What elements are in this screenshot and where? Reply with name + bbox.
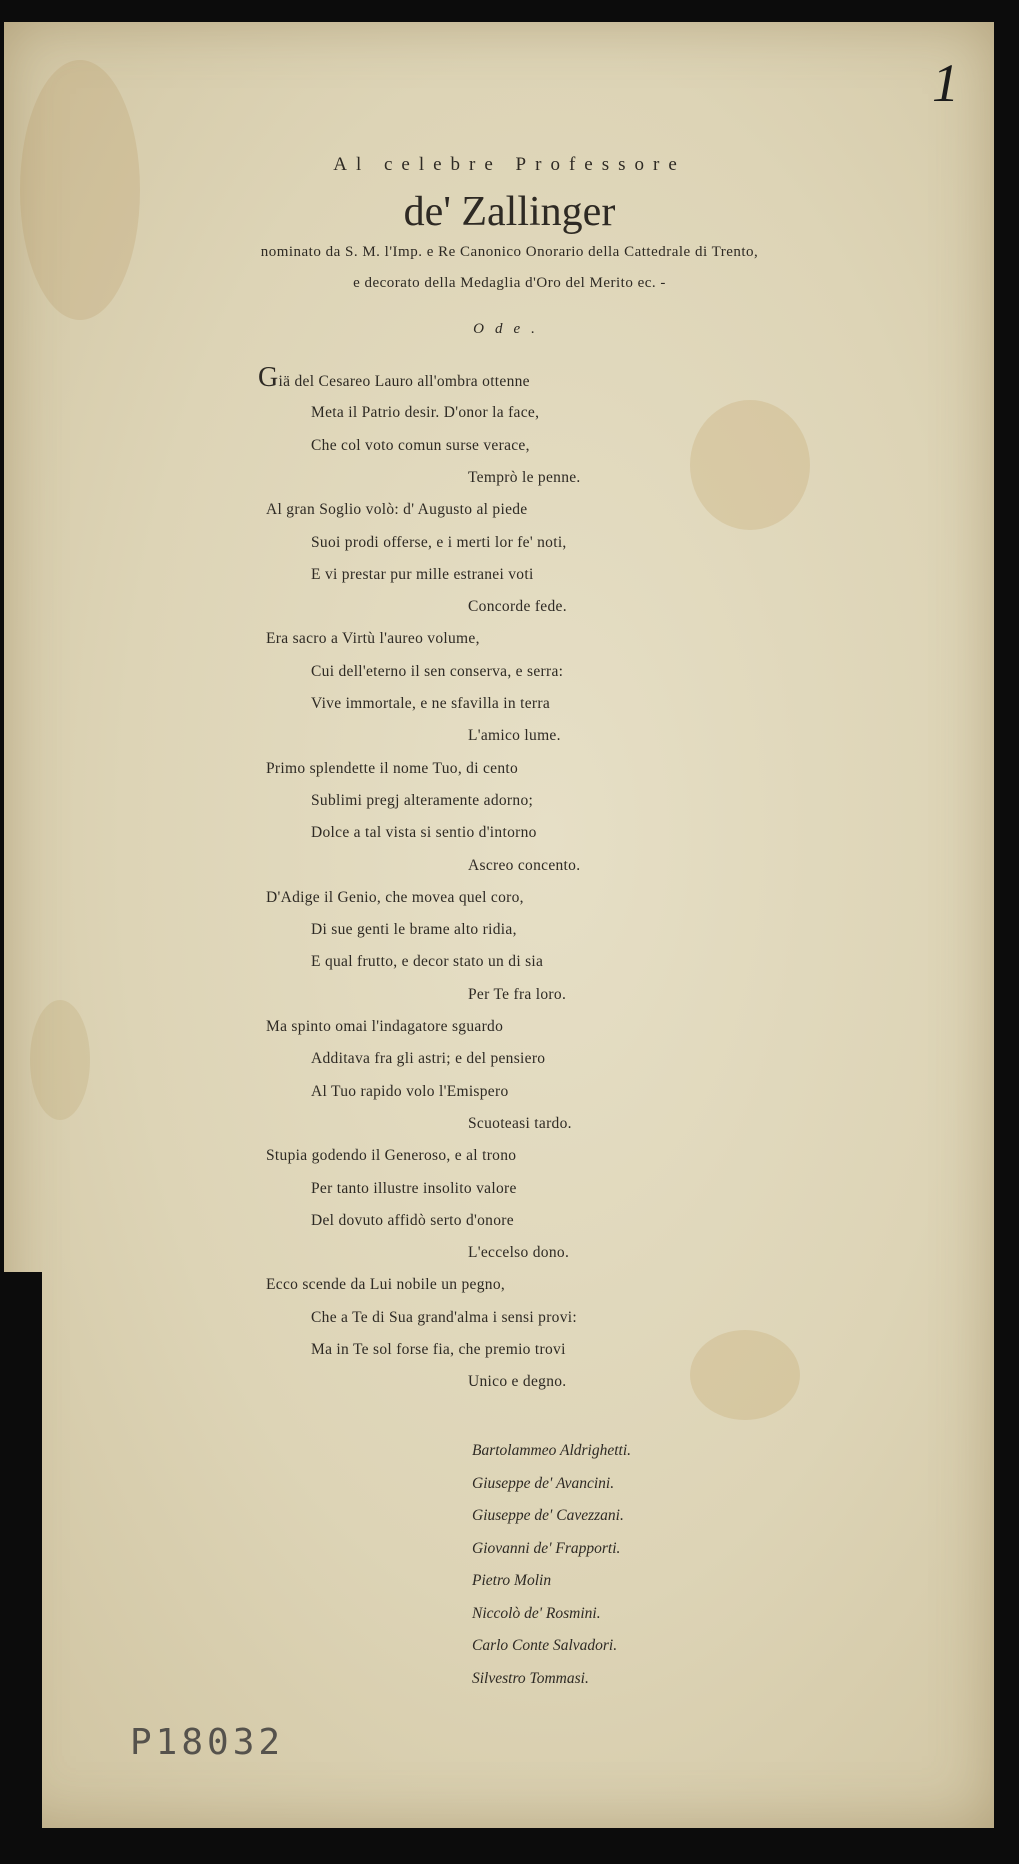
signatory-name: Silvestro Tommasi. [472,1670,589,1687]
verse-line: Additava fra gli astri; e del pensiero [311,1050,546,1067]
signatory-name: Giuseppe de' Cavezzani. [472,1507,624,1524]
inventory-number: P18032 [130,1722,285,1763]
verse-line: Sublimi pregj alteramente adorno; [311,792,534,809]
verse-line: Stupia godendo il Generoso, e al trono [266,1147,517,1164]
stain [690,1330,800,1420]
verse-line: Dolce a tal vista si sentio d'intorno [311,824,537,841]
verse-line: E vi prestar pur mille estranei voti [311,566,534,583]
verse-line: Era sacro a Virtù l'aureo volume, [266,630,480,647]
verse-line: Primo splendette il nome Tuo, di cento [266,760,519,777]
verse-line: E qual frutto, e decor stato un di sia [311,953,544,970]
subtitle-line-1: nominato da S. M. l'Imp. e Re Canonico Onorario della Cattedrale di Trento, [260,244,759,260]
signatory-name: Niccolò de' Rosmini. [472,1605,601,1622]
stain [30,1000,90,1120]
verse-line: Ma spinto omai l'indagatore sguardo [266,1018,504,1035]
page-number: 1 [932,53,959,113]
verse-line: L'amico lume. [468,727,561,744]
verse-line: Unico e degno. [468,1373,567,1390]
verse-line: Concorde fede. [468,598,567,615]
genre-label: Ode. [473,321,546,337]
verse-line: Suoi prodi offerse, e i merti lor fe' noti, [311,534,567,551]
verse-line: Per Te fra loro. [468,986,567,1003]
stain [690,400,810,530]
signatory-name: Pietro Molin [472,1572,552,1589]
verse-line: Cui dell'eterno il sen conserva, e serra: [311,663,564,680]
verse-line: Meta il Patrio desir. D'onor la face, [311,404,540,421]
verse-line: Ascreo concento. [468,857,581,874]
verse-line [258,364,530,392]
verse-line: L'eccelso dono. [468,1244,570,1261]
verse-line: Scuoteasi tardo. [468,1115,572,1132]
verse-line: Temprò le penne. [468,469,581,486]
verse-line: Ma in Te sol forse fia, che premio trovi [311,1341,566,1358]
verse-line: Che a Te di Sua grand'alma i sensi provi: [311,1309,577,1326]
verse-line: Al gran Soglio volò: d' Augusto al piede [266,501,528,518]
verse-line-text: iä del Cesareo Lauro all'ombra ottenne [278,373,530,390]
verse-line: Che col voto comun surse verace, [311,437,530,454]
verse-line: Vive immortale, e ne sfavilla in terra [311,695,551,712]
signatory-name: Bartolammeo Aldrighetti. [472,1442,632,1459]
signatory-name: Giovanni de' Frapporti. [472,1540,621,1557]
verse-line: Ecco scende da Lui nobile un pegno, [266,1276,506,1293]
verse-line: Di sue genti le brame alto ridia, [311,921,517,938]
dedication-line: Al celebre Professore [333,154,686,175]
verse-line: Al Tuo rapido volo l'Emispero [311,1083,509,1100]
signatory-name: Carlo Conte Salvadori. [472,1637,618,1654]
verse-line: Per tanto illustre insolito valore [311,1180,517,1197]
subtitle-line-2: e decorato della Medaglia d'Oro del Merito ec. - [353,275,666,291]
verse-line: Del dovuto affidò serto d'onore [311,1212,514,1229]
verse-line: D'Adige il Genio, che movea quel coro, [266,889,524,906]
dedicatee-name: de' Zallinger [403,189,616,235]
torn-corner [0,1272,42,1864]
initial-capital: G [258,362,279,393]
signatory-name: Giuseppe de' Avancini. [472,1475,615,1492]
